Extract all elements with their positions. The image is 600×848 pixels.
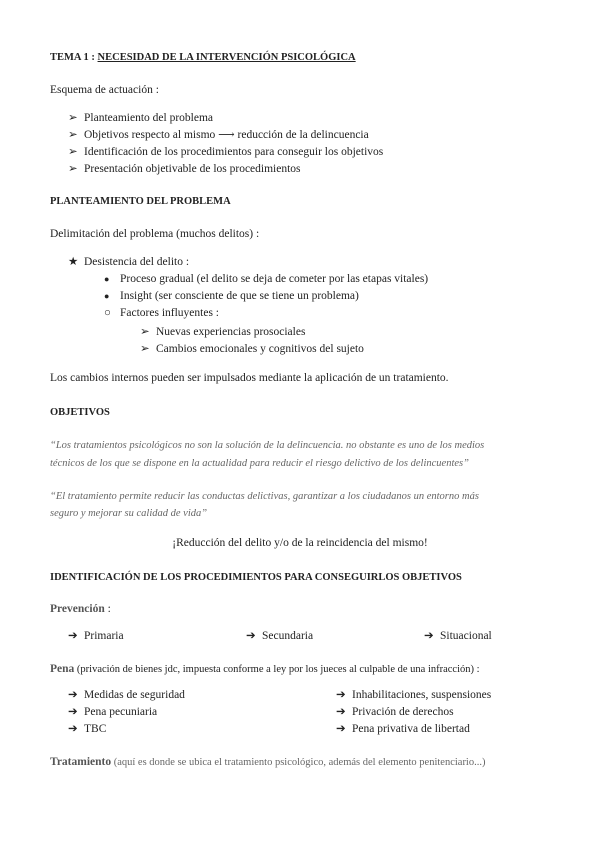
list-item: ➔ Pena pecuniaria (68, 706, 158, 718)
chevron-bullet-icon: ➢ (68, 146, 78, 158)
list-item: ➢ Planteamiento del problema (68, 112, 214, 124)
list-item: ➔ TBC (68, 723, 107, 735)
dot-bullet-icon: ● (104, 274, 110, 284)
list-item: ➢ Cambios emocionales y cognitivos del sujeto (140, 343, 364, 355)
arrow-bullet-icon: ➔ (68, 689, 78, 701)
section-heading-identificacion: IDENTIFICACIÓN DE LOS PROCEDIMIENTOS PARA CONSEGUIRLOS OBJETIVOS (50, 572, 462, 583)
objetivos-center-statement: ¡Reducción del delito y/o de la reincidencia del mismo! (172, 537, 428, 549)
prevencion-line: Prevención : (50, 603, 111, 615)
pena-label: Pena (50, 663, 75, 675)
section-heading-objetivos: OBJETIVOS (50, 407, 110, 418)
list-item: ➢ Objetivos respecto al mismo ⟶ reducción de la delincuencia (68, 129, 369, 141)
tratamiento-line: Tratamiento (aquí es donde se ubica el tratamiento psicológico, además del elemento penitenciario...) (50, 756, 486, 768)
chevron-bullet-icon: ➢ (68, 112, 78, 124)
quote-2-line-1: “El tratamiento permite reducir las conductas delictivas, garantizar a los ciudadanos un entorno más (50, 491, 479, 502)
list-item: ● Insight (ser consciente de que se tiene un problema) (104, 290, 359, 302)
arrow-bullet-icon: ➔ (68, 723, 78, 735)
pena-line: Pena (privación de bienes jdc, impuesta conforme a ley por los jueces al culpable de una infracción) : (50, 663, 480, 675)
list-item: ➢ Identificación de los procedimientos para conseguir los objetivos (68, 146, 384, 158)
arrow-bullet-icon: ➔ (68, 706, 78, 718)
arrow-bullet-icon: ➔ (424, 630, 434, 642)
arrow-bullet-icon: ➔ (336, 689, 346, 701)
star-bullet-icon: ★ (68, 256, 79, 268)
chevron-bullet-icon: ➢ (68, 129, 78, 141)
page-title (50, 52, 356, 63)
list-item: ○ Factores influyentes : (104, 307, 220, 319)
list-item: ➢ Nuevas experiencias prosociales (140, 326, 306, 338)
prevencion-label: Prevención (50, 603, 105, 615)
list-item: ➔ Inhabilitaciones, suspensiones (336, 689, 492, 701)
planteamiento-conclusion: Los cambios internos pueden ser impulsados mediante la aplicación de un tratamiento. (50, 372, 449, 384)
list-item: ➔ Medidas de seguridad (68, 689, 185, 701)
dot-bullet-icon: ● (104, 291, 110, 301)
arrow-bullet-icon: ➔ (336, 723, 346, 735)
list-item: ➢ Presentación objetivable de los procedimientos (68, 163, 301, 175)
list-item: ➔ Situacional (424, 630, 492, 642)
arrow-bullet-icon: ➔ (68, 630, 78, 642)
list-item: ● Proceso gradual (el delito se deja de cometer por las etapas vitales) (104, 273, 429, 285)
section-heading-planteamiento: PLANTEAMIENTO DEL PROBLEMA (50, 196, 231, 207)
quote-1-line-2: técnicos de los que se dispone en la actualidad para reducir el riesgo delictivo de los delincuentes” (50, 458, 469, 469)
planteamiento-intro: Delimitación del problema (muchos delitos) : (50, 228, 260, 240)
chevron-bullet-icon: ➢ (68, 163, 78, 175)
arrow-bullet-icon: ➔ (336, 706, 346, 718)
esquema-heading: Esquema de actuación : (50, 84, 159, 96)
list-item: ➔ Pena privativa de libertad (336, 723, 470, 735)
title-main: NECESIDAD DE LA INTERVENCIÓN PSICOLÓGICA (97, 52, 356, 63)
title-prefix: TEMA 1 : (50, 52, 98, 63)
list-item: ➔ Secundaria (246, 630, 314, 642)
quote-1-line-1: “Los tratamientos psicológicos no son la solución de la delincuencia. no obstante es uno de los medios (50, 440, 485, 451)
tratamiento-label: Tratamiento (50, 756, 112, 768)
circle-bullet-icon: ○ (104, 307, 111, 319)
chevron-bullet-icon: ➢ (140, 326, 150, 338)
list-item: ★ Desistencia del delito : (68, 256, 190, 268)
list-item: ➔ Privación de derechos (336, 706, 454, 718)
list-item: ➔ Primaria (68, 630, 124, 642)
chevron-bullet-icon: ➢ (140, 343, 150, 355)
arrow-bullet-icon: ➔ (246, 630, 256, 642)
quote-2-line-2: seguro y mejorar su calidad de vida” (50, 508, 208, 519)
